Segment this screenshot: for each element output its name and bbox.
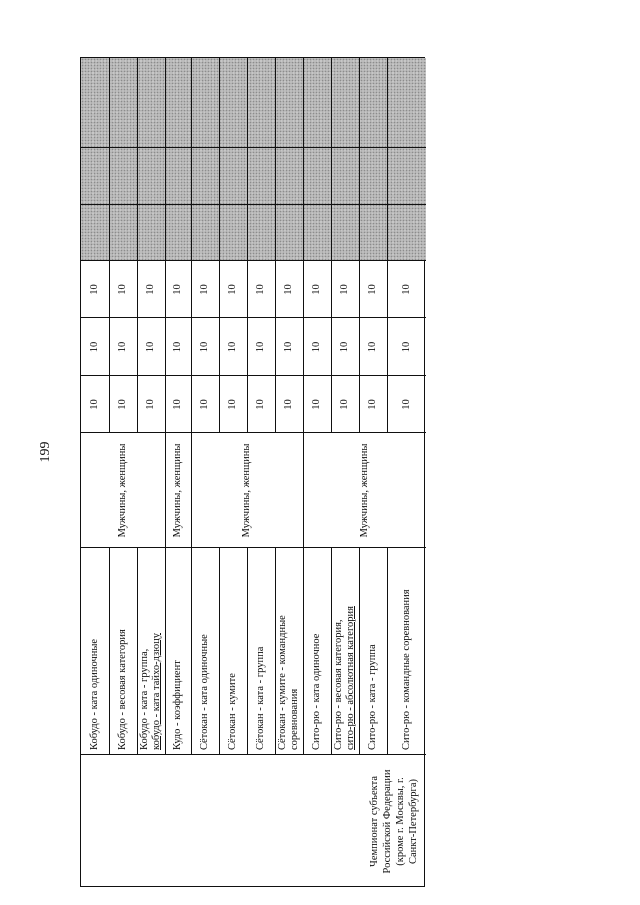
discipline-cell — [81, 550, 109, 753]
discipline-text: Сётокан - ката - группа — [255, 646, 266, 750]
value-cell: 10 — [283, 284, 294, 295]
value-cell: 10 — [89, 399, 100, 410]
value-cell: 10 — [311, 284, 322, 295]
gender-cell: Мужчины, женщины — [172, 443, 183, 538]
value-cell: 10 — [367, 284, 378, 295]
value-cell: 10 — [172, 284, 183, 295]
discipline-cell — [387, 550, 426, 753]
shaded-cell — [81, 58, 426, 148]
value-cell: 10 — [339, 341, 350, 353]
discipline-text: сито-рю - абсолютная категория — [345, 606, 356, 750]
value-cell: 10 — [172, 341, 183, 353]
value-cell: 10 — [367, 399, 378, 410]
value-cell: 10 — [255, 399, 266, 410]
page-number: 199 — [38, 441, 53, 463]
value-cell: 10 — [199, 399, 210, 410]
value-cell: 10 — [227, 399, 238, 410]
discipline-cell — [331, 550, 359, 753]
discipline-text: Кобудо - ката одиночные — [89, 638, 100, 750]
discipline-text: Кобудо - ката - группа, — [139, 648, 150, 750]
discipline-cell — [275, 550, 303, 753]
value-cell: 10 — [145, 399, 156, 410]
shaded-cell — [81, 148, 426, 205]
value-cell: 10 — [89, 341, 100, 353]
gender-cell: Мужчины, женщины — [117, 443, 128, 538]
value-cell: 10 — [89, 284, 100, 295]
value-cell: 10 — [367, 341, 378, 353]
championship-text: Чемпионат субъекта Российской Федерации (кроме г. Москвы, г. Санкт-Петербурга) — [369, 769, 419, 874]
discipline-text: Сито-рю - ката одиночное — [311, 633, 322, 750]
discipline-text: соревнования — [289, 688, 300, 750]
table-rotated-grid — [81, 58, 426, 888]
discipline-text: Кобудо - весовая категория — [117, 629, 128, 750]
value-cell: 10 — [255, 284, 266, 295]
value-cell: 10 — [339, 284, 350, 295]
value-cell: 10 — [117, 341, 128, 353]
discipline-text: кобудо - ката тайхо-дзюцу — [151, 633, 162, 750]
value-cell: 10 — [117, 399, 128, 410]
discipline-text: Сётокан - кумите — [227, 673, 238, 750]
value-cell: 10 — [400, 341, 412, 353]
value-cell: 10 — [199, 284, 210, 295]
discipline-cell — [303, 550, 331, 753]
value-cell: 10 — [283, 399, 294, 410]
discipline-cell — [359, 550, 387, 753]
championship-label — [81, 755, 426, 888]
discipline-cell — [137, 550, 165, 753]
value-cell: 10 — [283, 341, 294, 353]
discipline-text: Кудо - коэффициент — [172, 660, 183, 750]
shaded-cell — [81, 205, 426, 261]
discipline-cell — [109, 550, 137, 753]
value-cell: 10 — [227, 284, 238, 295]
column-divider — [81, 205, 426, 206]
discipline-cell — [191, 550, 219, 753]
discipline-cell — [219, 550, 247, 753]
value-cell: 10 — [145, 284, 156, 295]
gender-cell: Мужчины, женщины — [358, 443, 370, 538]
gender-cell: Мужчины, женщины — [241, 443, 252, 538]
value-cell: 10 — [311, 399, 322, 410]
sports-table — [80, 57, 425, 887]
discipline-cell — [247, 550, 275, 753]
discipline-text: Сито-рю - весовая категория, — [333, 619, 344, 750]
discipline-text: Сётокан - кумите - командные — [277, 615, 288, 750]
discipline-text: Сётокан - ката одиночные — [199, 634, 210, 750]
value-cell: 10 — [339, 399, 350, 410]
value-cell: 10 — [227, 341, 238, 353]
value-cell: 10 — [400, 399, 412, 410]
discipline-cell — [165, 550, 191, 753]
value-cell: 10 — [255, 341, 266, 353]
value-cell: 10 — [145, 341, 156, 353]
value-cell: 10 — [199, 341, 210, 353]
value-cell: 10 — [172, 399, 183, 410]
value-cell: 10 — [400, 284, 412, 295]
value-cell: 10 — [117, 284, 128, 295]
discipline-text: Сито-рю - командные соревнования — [400, 589, 412, 750]
column-divider — [81, 148, 426, 149]
value-cell: 10 — [311, 341, 322, 353]
discipline-text: Сито-рю - ката - группа — [367, 644, 378, 750]
